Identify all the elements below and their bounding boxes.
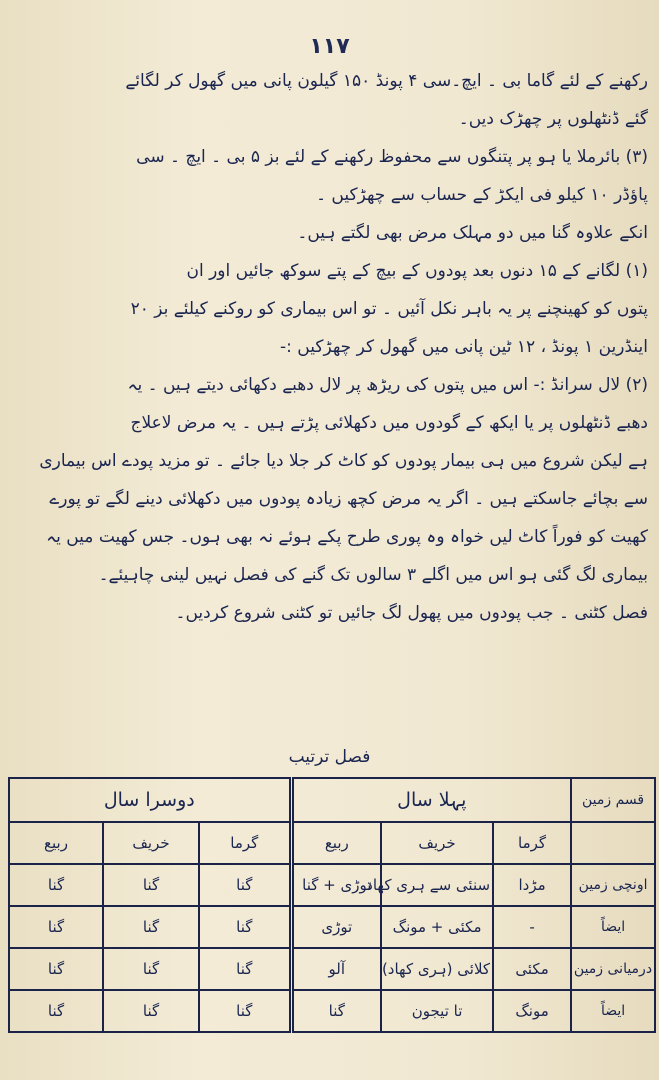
- table-row: [9, 948, 655, 990]
- year2-header: دوسرا سال: [9, 778, 291, 822]
- text-line: ہے لیکن شروع میں ہی بیمار پودوں کو کاٹ کر جلا دیا جائے ۔ تو مزید پودے اس بیماری: [39, 451, 648, 471]
- table-cell: کلائی (ہری کھاد): [381, 948, 493, 990]
- page-number: ۱۱۷: [309, 34, 350, 59]
- text-line: (۲) لال سرانڈ :- اس میں پتوں کی ریڑھ پر لال دھبے دکھائی دیتے ہیں ۔ یہ: [127, 375, 648, 395]
- table-cell: توڑی + گنا: [291, 864, 381, 906]
- season-header-row: [9, 822, 655, 864]
- body-text: [8, 70, 648, 640]
- season-header: گرما: [493, 822, 571, 864]
- season-header: گرما: [199, 822, 291, 864]
- table-row: [9, 906, 655, 948]
- table-cell: مڑدا: [493, 864, 571, 906]
- text-line: فصل کٹنی ۔ جب پودوں میں پھول لگ جائیں تو کٹنی شروع کردیں۔: [175, 603, 648, 623]
- land-cell: ایضاً: [571, 990, 655, 1032]
- season-header: خریف: [103, 822, 199, 864]
- table-cell: گنا: [9, 906, 103, 948]
- text-line: رکھنے کے لئے گاما بی ۔ ایچ۔سی ۴ پونڈ ۱۵۰ گیلون پانی میں گھول کر لگائے: [125, 71, 648, 91]
- table-cell: گنا: [9, 948, 103, 990]
- table-cell: گنا: [291, 990, 381, 1032]
- table-cell: گنا: [199, 990, 291, 1032]
- table-cell: گنا: [199, 948, 291, 990]
- table-cell: گنا: [103, 990, 199, 1032]
- text-line: پاؤڈر ۱۰ کیلو فی ایکڑ کے حساب سے چھڑکیں ۔: [316, 185, 648, 205]
- text-line: سے بچائے جاسکتے ہیں ۔ اگر یہ مرض کچھ زیادہ پودوں میں دکھلائی دینے لگے تو پورے: [49, 489, 648, 509]
- text-line: (۳) بائرملا یا ہو پر پتنگوں سے محفوظ رکھنے کے لئے بز ۵ بی ۔ ایچ ۔ سی: [136, 147, 648, 167]
- text-line: انکے علاوہ گنا میں دو مہلک مرض بھی لگتے ہیں۔: [297, 223, 648, 243]
- table-cell: -: [493, 906, 571, 948]
- land-cell: درمیانی زمین: [571, 948, 655, 990]
- empty-cell: [571, 822, 655, 864]
- table-cell: مکئی: [493, 948, 571, 990]
- text-line: (۱) لگانے کے ۱۵ دنوں بعد پودوں کے بیچ کے پتے سوکھ جائیں اور ان: [186, 261, 648, 281]
- table-cell: گنا: [103, 864, 199, 906]
- text-line: بیماری لگ گئی ہو اس میں اگلے ۳ سالوں تک گنے کی فصل نہیں لینی چاہیئے۔: [98, 565, 648, 585]
- land-cell: ایضاً: [571, 906, 655, 948]
- table-cell: مونگ: [493, 990, 571, 1032]
- table-header-row: [9, 778, 655, 822]
- crop-rotation-table: [8, 777, 656, 1033]
- table-cell: گنا: [103, 948, 199, 990]
- table-cell: توڑی: [291, 906, 381, 948]
- table-cell: گنا: [103, 906, 199, 948]
- table-row: [9, 864, 655, 906]
- season-header: ربیع: [291, 822, 381, 864]
- table-cell: آلو: [291, 948, 381, 990]
- table-cell: سنئی سے ہری کھاد: [381, 864, 493, 906]
- table-cell: گنا: [199, 864, 291, 906]
- table-cell: تا تیجون: [381, 990, 493, 1032]
- text-line: پتوں کو کھینچنے پر یہ باہر نکل آئیں ۔ تو اس بیماری کو روکنے کیلئے بز ۲۰: [130, 299, 648, 319]
- text-line: دھبے ڈنٹھلوں پر یا ایکھ کے گودوں میں دکھلائی پڑتے ہیں ۔ یہ مرض لاعلاج: [130, 413, 648, 433]
- year1-header: پہلا سال: [291, 778, 571, 822]
- table-cell: گنا: [199, 906, 291, 948]
- table-row: [9, 990, 655, 1032]
- text-line: گئے ڈنٹھلوں پر چھڑک دیں۔: [458, 109, 648, 129]
- text-line: اینڈرین ۱ پونڈ ، ۱۲ ٹین پانی میں گھول کر چھڑکیں :-: [280, 337, 648, 357]
- text-line: کھیت کو فوراً کاٹ لیں خواہ وہ پوری طرح پکے ہوئے نہ بھی ہوں۔ جس کھیت میں یہ: [46, 527, 648, 547]
- season-header: خریف: [381, 822, 493, 864]
- table-cell: مکئی + مونگ: [381, 906, 493, 948]
- land-type-header: قسم زمین: [571, 778, 655, 822]
- table-cell: گنا: [9, 990, 103, 1032]
- table-cell: گنا: [9, 864, 103, 906]
- table-caption: فصل ترتیب: [288, 747, 371, 767]
- land-cell: اونچی زمین: [571, 864, 655, 906]
- season-header: ربیع: [9, 822, 103, 864]
